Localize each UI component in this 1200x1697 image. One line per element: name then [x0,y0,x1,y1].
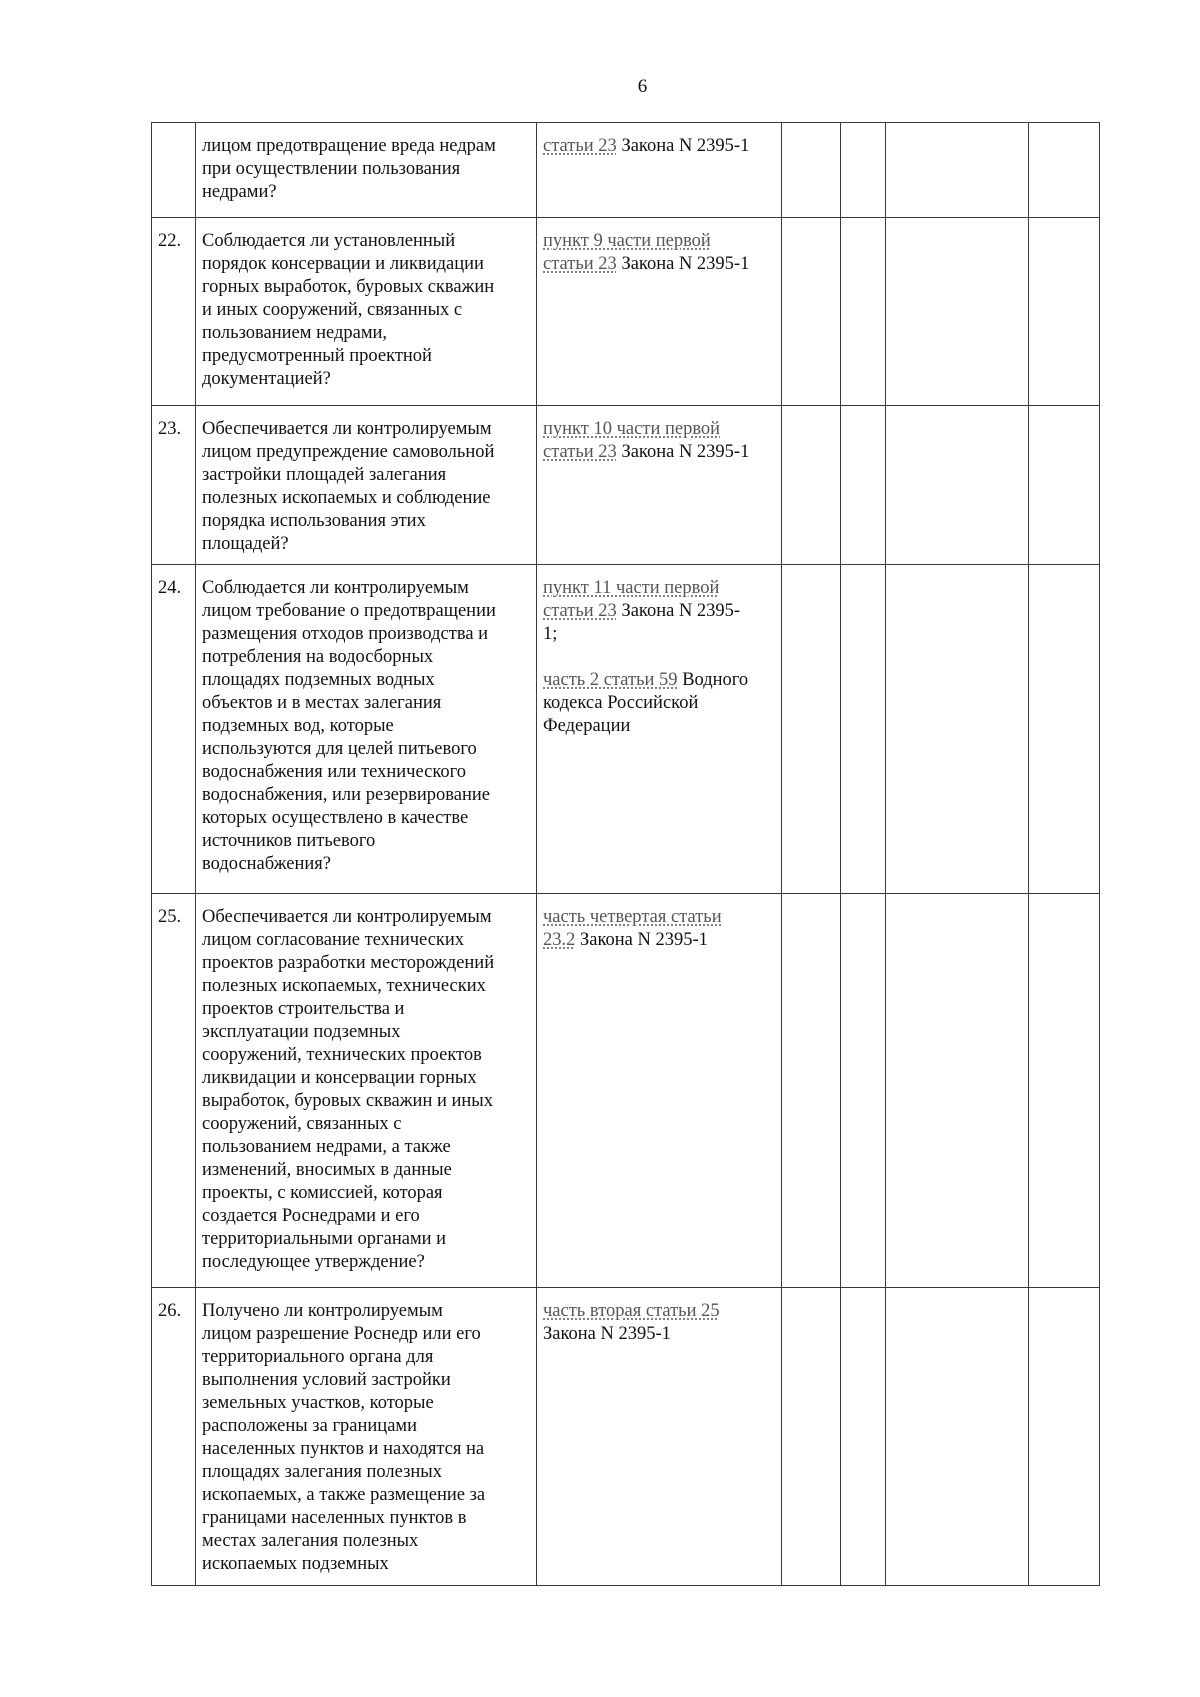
table-row [152,123,1100,218]
answer-cell[interactable] [1029,894,1100,1288]
reference-text: кодекса Российской [543,693,699,713]
reference-block [543,577,775,646]
table-row [152,1288,1100,1586]
reference-block [543,230,775,276]
answer-cell[interactable] [1029,565,1100,894]
question-line: используются для целей питьевого [202,739,477,759]
question-line: и иных сооружений, связанных с [202,300,463,320]
reference-cell [537,565,782,894]
question-line: водоснабжения, или резервирование [202,785,490,805]
reference-line [543,715,775,738]
question-line: потребления на водосборных [202,647,434,667]
table-row [152,565,1100,894]
legal-reference-link[interactable]: статьи 23 [543,254,617,274]
reference-line [543,600,775,623]
reference-line [543,1323,775,1346]
page-number: 6 [637,76,648,97]
question-line: лицом предотвращение вреда недрам [202,136,496,156]
question-line: водоснабжения? [202,854,331,874]
question-line: границами населенных пунктов в [202,1508,467,1528]
answer-cell[interactable] [1029,1288,1100,1586]
reference-line [543,441,775,464]
checklist-body [152,123,1100,1586]
question-line: Обеспечивается ли контролируемым [202,419,492,439]
question-cell [196,218,537,406]
question-line: полезных ископаемых и соблюдение [202,488,491,508]
reference-line [543,906,775,929]
answer-cell[interactable] [782,218,841,406]
question-line: проектов разработки месторождений [202,953,495,973]
answer-cell[interactable] [841,218,886,406]
question-line: горных выработок, буровых скважин [202,277,495,297]
question-line: территориальными органами и [202,1229,447,1249]
question-line: населенных пунктов и находятся на [202,1439,485,1459]
answer-cell[interactable] [782,1288,841,1586]
answer-cell[interactable] [841,123,886,218]
answer-cell[interactable] [1029,406,1100,565]
question-line: ископаемых, а также размещение за [202,1485,486,1505]
item-number: 25. [152,894,196,1288]
reference-block [543,669,775,738]
item-number: 22. [152,218,196,406]
answer-cell[interactable] [886,406,1029,565]
question-line: территориального органа для [202,1347,434,1367]
question-line: изменений, вносимых в данные [202,1160,452,1180]
question-line: лицом согласование технических [202,930,465,950]
reference-line [543,418,775,441]
question-line: предусмотренный проектной [202,346,432,366]
question-line: порядка использования этих [202,511,426,531]
question-line: недрами? [202,182,277,202]
reference-line [543,577,775,600]
reference-cell [537,123,782,218]
reference-line [543,253,775,276]
question-line: лицом предупреждение самовольной [202,442,495,462]
question-line: ликвидации и консервации горных [202,1068,477,1088]
item-number: 23. [152,406,196,565]
question-line: местах залегания полезных [202,1531,419,1551]
reference-text: Федерации [543,716,631,736]
question-line: земельных участков, которые [202,1393,434,1413]
reference-text: Закона N 2395-1 [616,136,750,156]
reference-text: Закона N 2395- [616,601,741,621]
legal-reference-link[interactable]: пункт 11 части первой [543,578,720,598]
reference-block [543,906,775,952]
question-line: расположены за границами [202,1416,418,1436]
question-line: выработок, буровых скважин и иных [202,1091,493,1111]
reference-cell [537,1288,782,1586]
answer-cell[interactable] [782,565,841,894]
question-cell [196,406,537,565]
reference-line [543,230,775,253]
question-cell [196,123,537,218]
checklist-table [151,122,1100,1586]
legal-reference-link[interactable]: пункт 10 части первой [543,419,721,439]
question-cell [196,894,537,1288]
answer-cell[interactable] [841,406,886,565]
question-line: объектов и в местах залегания [202,693,442,713]
question-line: Обеспечивается ли контролируемым [202,907,492,927]
question-line: пользованием недрами, [202,323,388,343]
answer-cell[interactable] [886,218,1029,406]
question-line: ископаемых подземных [202,1554,389,1574]
reference-line [543,692,775,715]
legal-reference-link[interactable]: часть четвертая статьи [543,907,722,927]
question-line: водоснабжения или технического [202,762,467,782]
answer-cell[interactable] [886,894,1029,1288]
reference-block [543,1300,775,1346]
question-line: пользованием недрами, а также [202,1137,451,1157]
answer-cell[interactable] [782,406,841,565]
reference-text: Водного [677,670,749,690]
reference-text: Закона N 2395-1 [543,1324,671,1344]
table-row [152,218,1100,406]
question-line: Соблюдается ли установленный [202,231,456,251]
item-number: 26. [152,1288,196,1586]
question-line: полезных ископаемых, технических [202,976,486,996]
question-line: площадях подземных водных [202,670,435,690]
item-number: 24. [152,565,196,894]
question-line: застройки площадей залегания [202,465,447,485]
question-line: проекты, с комиссией, которая [202,1183,443,1203]
reference-line [543,623,775,646]
reference-text: Закона N 2395-1 [616,254,750,274]
answer-cell[interactable] [782,123,841,218]
question-line: подземных вод, которые [202,716,394,736]
answer-cell[interactable] [886,1288,1029,1586]
table-row [152,894,1100,1288]
reference-text: Закона N 2395-1 [575,930,708,950]
question-line: эксплуатации подземных [202,1022,401,1042]
legal-reference-link[interactable]: статьи 23 [543,442,617,462]
question-line: сооружений, связанных с [202,1114,402,1134]
reference-block [543,135,775,158]
table-row [152,406,1100,565]
answer-cell[interactable] [1029,218,1100,406]
answer-cell[interactable] [841,565,886,894]
question-line: при осуществлении пользования [202,159,461,179]
reference-line [543,135,775,158]
item-number [152,123,196,218]
question-line: порядок консервации и ликвидации [202,254,484,274]
question-line: документацией? [202,369,331,389]
question-line: площадей? [202,534,289,554]
reference-text: 1; [543,624,558,644]
question-line: проектов строительства и [202,999,405,1019]
question-line: сооружений, технических проектов [202,1045,482,1065]
legal-reference-link[interactable]: часть 2 статьи 59 [543,670,678,690]
answer-cell[interactable] [1029,123,1100,218]
reference-line [543,1300,775,1323]
question-line: площадях залегания полезных [202,1462,442,1482]
reference-cell [537,406,782,565]
question-line: лицом разрешение Роснедр или его [202,1324,481,1344]
reference-cell [537,218,782,406]
question-line: создается Роснедрами и его [202,1206,420,1226]
legal-reference-link[interactable]: пункт 9 части первой [543,231,711,251]
question-line: источников питьевого [202,831,376,851]
question-line: последующее утверждение? [202,1252,425,1272]
legal-reference-link[interactable]: 23.2 [543,930,576,950]
question-line: которых осуществлено в качестве [202,808,469,828]
question-line: выполнения условий застройки [202,1370,451,1390]
answer-cell[interactable] [886,123,1029,218]
reference-line [543,669,775,692]
legal-reference-link[interactable]: статьи 23 [543,601,617,621]
reference-cell [537,894,782,1288]
legal-reference-link[interactable]: часть вторая статьи 25 [543,1301,720,1321]
question-cell [196,1288,537,1586]
question-line: Соблюдается ли контролируемым [202,578,469,598]
question-line: размещения отходов производства и [202,624,489,644]
reference-text: Закона N 2395-1 [616,442,750,462]
answer-cell[interactable] [841,1288,886,1586]
legal-reference-link[interactable]: статьи 23 [543,136,617,156]
answer-cell[interactable] [886,565,1029,894]
answer-cell[interactable] [841,894,886,1288]
reference-line [543,929,775,952]
reference-block [543,418,775,464]
question-line: лицом требование о предотвращении [202,601,496,621]
question-cell [196,565,537,894]
question-line: Получено ли контролируемым [202,1301,443,1321]
answer-cell[interactable] [782,894,841,1288]
